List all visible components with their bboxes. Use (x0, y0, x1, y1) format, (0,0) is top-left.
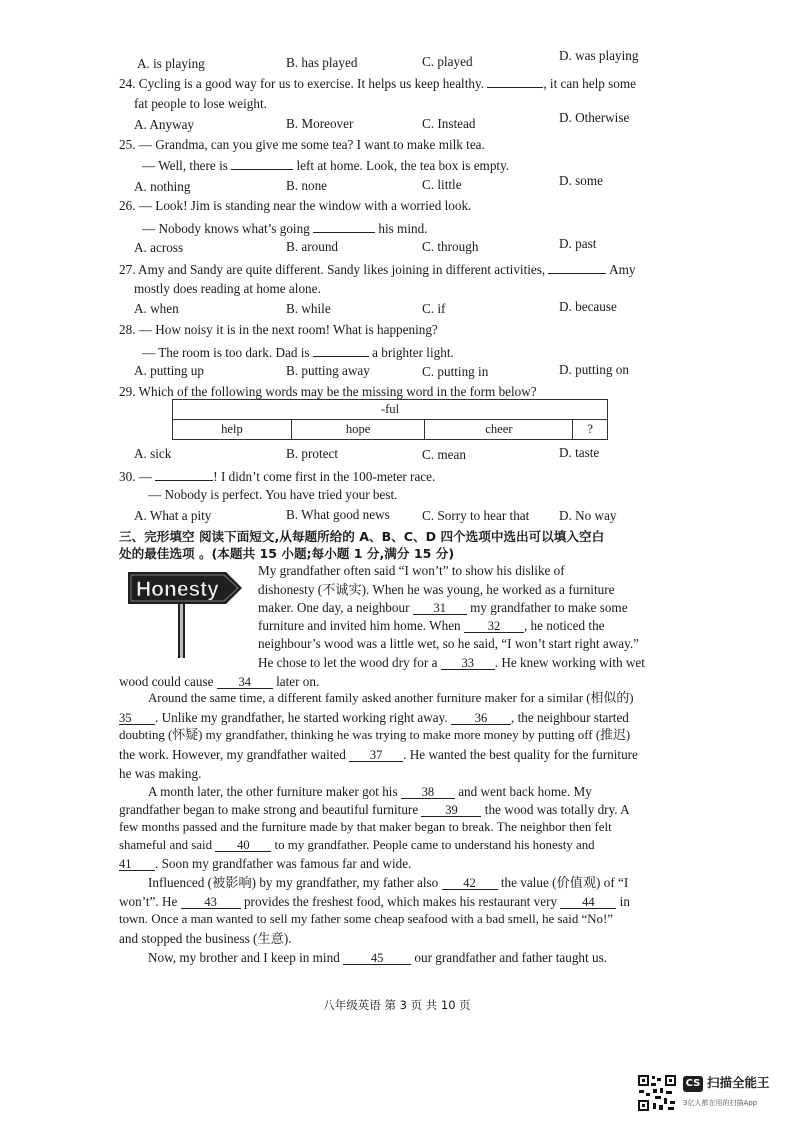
q30-option-a[interactable]: A. What a pity (134, 508, 212, 523)
q24-stem (119, 75, 636, 90)
p3-l1-a: A month later, the other furniture maker got his (148, 784, 398, 799)
q29-form-table (172, 399, 608, 440)
q25-reply-b: left at home. Look, the tea box is empty. (296, 158, 510, 173)
passage-p1-line1: My grandfather often said “I won’t” to show his dislike of (258, 563, 565, 578)
passage-p4-line4: and stopped the business (生意). (119, 931, 292, 946)
camscanner-tagline: 3亿人都在用的扫描App (683, 1099, 758, 1107)
q28-reply-a: — The room is too dark. Dad is (142, 345, 310, 360)
p3-l4-a: shameful and said (119, 838, 213, 852)
q26-reply-b: his mind. (378, 221, 428, 236)
q24-stem-line2: fat people to lose weight. (134, 96, 267, 111)
q26-option-b[interactable]: B. around (286, 239, 339, 254)
blank-41[interactable]: 41 (119, 858, 155, 871)
blank-36[interactable]: 36 (451, 712, 511, 725)
q27-option-c[interactable]: C. if (422, 301, 446, 316)
q25-option-d[interactable]: D. some (559, 173, 603, 188)
q27-text-end: Amy (609, 262, 636, 277)
q30-text-a: 30. — (119, 469, 152, 484)
q29-option-d[interactable]: D. taste (559, 445, 600, 460)
q26-reply-a: — Nobody knows what’s going (142, 221, 310, 236)
passage-p1-line2: dishonesty (不诚实). When he was young, he worked as a furniture (258, 582, 615, 597)
q29-option-c[interactable]: C. mean (422, 447, 466, 462)
q26-option-a[interactable]: A. across (134, 240, 184, 255)
passage-p2-line1: Around the same time, a different family asked another furniture maker for a similar (相似的) (148, 691, 634, 705)
q28-reply (142, 344, 454, 359)
q24-option-c[interactable]: C. Instead (422, 116, 476, 131)
blank-32[interactable]: 32 (464, 620, 524, 633)
p1-l4-b: , he noticed the (523, 618, 605, 633)
q25-option-b[interactable]: B. none (286, 178, 328, 193)
q29-cell-missing[interactable]: ? (573, 420, 608, 440)
q28-reply-b: a brighter light. (372, 345, 454, 360)
p1-l6-b: . He knew working with wet (494, 655, 645, 670)
q27-option-d[interactable]: D. because (559, 299, 617, 314)
q26-blank[interactable] (313, 220, 375, 233)
blank-40[interactable]: 40 (215, 839, 271, 852)
q26-reply (142, 220, 427, 235)
q27-option-a[interactable]: A. when (134, 301, 179, 316)
q24-text: 24. Cycling is a good way for us to exercise. It helps us keep healthy. (119, 76, 485, 91)
q27-stem (119, 261, 635, 276)
q29-cell-hope: hope (291, 420, 425, 440)
p1-l7-b: later on. (276, 674, 320, 689)
blank-43[interactable]: 43 (181, 896, 241, 909)
passage-p2-line3: doubting (怀疑) my grandfather, thinking he was trying to make more money by putting off (推迟) (119, 728, 631, 742)
blank-31[interactable]: 31 (413, 602, 467, 615)
q28-option-d[interactable]: D. putting on (559, 362, 629, 377)
q24-option-d[interactable]: D. Otherwise (559, 110, 630, 125)
q29-option-b[interactable]: B. protect (286, 446, 339, 461)
passage-p1-line5: neighbour’s wood was a little wet, so he said, “I won’t start right away.” (258, 636, 640, 651)
p3-l4-b: to my grandfather. People came to understand his honesty and (274, 838, 595, 852)
section-3-heading-line2: 处的最佳选项 。(本题共 15 小题;每小题 1 分,满分 15 分) (119, 546, 455, 561)
passage-p3-line5 (119, 857, 411, 871)
q29-cell-cheer: cheer (425, 420, 573, 440)
p4-l2-a: won’t”. He (119, 894, 178, 909)
q24-text-end: , it can help some (543, 76, 636, 91)
q27-blank[interactable] (548, 261, 606, 274)
p5-l1-a: Now, my brother and I keep in mind (148, 950, 340, 965)
q28-option-c[interactable]: C. putting in (422, 364, 489, 379)
q26-option-d[interactable]: D. past (559, 236, 597, 251)
qr-code-icon (637, 1074, 677, 1112)
q30-text-b: ! I didn’t come first in the 100-meter race. (213, 469, 436, 484)
passage-p1-line7 (119, 675, 319, 689)
blank-38[interactable]: 38 (401, 786, 455, 799)
p3-l2-a: grandfather began to make strong and beautiful furniture (119, 802, 419, 817)
q23-option-b[interactable]: B. has played (286, 55, 358, 70)
p4-l2-c: in (619, 894, 630, 909)
blank-44[interactable]: 44 (560, 896, 616, 909)
p3-l1-b: and went back home. My (458, 784, 592, 799)
q29-stem: 29. Which of the following words may be the missing word in the form below? (119, 384, 537, 399)
page-footer: 八年级英语 第 3 页 共 10 页 (323, 998, 471, 1012)
camscanner-name: 扫描全能王 (707, 1075, 770, 1090)
passage-p2-line2 (119, 711, 629, 725)
q23-option-c[interactable]: C. played (422, 54, 473, 69)
q23-option-a[interactable]: A. is playing (137, 56, 205, 71)
blank-33[interactable]: 33 (441, 657, 495, 670)
blank-35[interactable]: 35 (119, 712, 155, 725)
honesty-sign-picture (126, 568, 244, 658)
p3-l2-b: the wood was totally dry. A (484, 802, 630, 817)
passage-p2-line4 (119, 748, 638, 762)
passage-p4-line3: town. Once a man wanted to sell my father some cheap seafood with a bad smell, he said “No!” (119, 912, 613, 926)
passage-p4-line1 (148, 876, 628, 890)
p1-l3-b: my grandfather to make some (470, 600, 628, 615)
camscanner-logo-icon: CS (683, 1076, 703, 1092)
q28-option-b[interactable]: B. putting away (286, 363, 370, 378)
q30-option-d[interactable]: D. No way (559, 508, 617, 523)
q25-option-a[interactable]: A. nothing (134, 179, 191, 194)
q29-table-header: -ful (173, 400, 608, 420)
q28-option-a[interactable]: A. putting up (134, 363, 204, 378)
q25-reply-a: — Well, there is (142, 158, 228, 173)
passage-p5-line1 (148, 951, 607, 965)
q29-cell-help: help (173, 420, 292, 440)
q24-option-a[interactable]: A. Anyway (134, 117, 195, 132)
q27-option-b[interactable]: B. while (286, 301, 331, 316)
q29-option-a[interactable]: A. sick (134, 446, 172, 461)
q26-option-c[interactable]: C. through (422, 239, 479, 254)
p1-l4-a: furniture and invited him home. When (258, 618, 461, 633)
q25-stem: 25. — Grandma, can you give me some tea? I want to make milk tea. (119, 137, 485, 152)
q24-blank[interactable] (487, 75, 543, 88)
p1-l7-a: wood could cause (119, 674, 214, 689)
q25-option-c[interactable]: C. little (422, 177, 462, 192)
q24-option-b[interactable]: B. Moreover (286, 116, 354, 131)
p1-l6-a: He chose to let the wood dry for a (258, 655, 438, 670)
passage-p1-line6 (258, 656, 645, 670)
q30-option-b[interactable]: B. What good news (286, 507, 390, 522)
p2-l2-a: . Unlike my grandfather, he started working right away. (155, 710, 448, 725)
blank-37[interactable]: 37 (349, 749, 403, 762)
q30-reply: — Nobody is perfect. You have tried your best. (148, 487, 398, 502)
p2-l4-a: the work. However, my grandfather waited (119, 747, 346, 762)
q27-text: 27. Amy and Sandy are quite different. Sandy likes joining in different activities, (119, 262, 546, 277)
p4-l2-b: provides the freshest food, which makes his restaurant very (243, 894, 558, 909)
q26-stem: 26. — Look! Jim is standing near the window with a worried look. (119, 198, 472, 213)
p1-l3-a: maker. One day, a neighbour (258, 600, 410, 615)
p5-l1-b: our grandfather and father taught us. (414, 950, 608, 965)
p2-l4-b: . He wanted the best quality for the furniture (403, 747, 638, 762)
blank-45[interactable]: 45 (343, 952, 411, 965)
p2-l2-b: , the neighbour started (510, 710, 629, 725)
sign-text: Honesty (136, 578, 219, 601)
p4-l1-a: Influenced (被影响) by my grandfather, my father also (148, 875, 439, 890)
q30-blank[interactable] (155, 468, 213, 481)
p3-l5: . Soon my grandfather was famous far and wide. (155, 856, 412, 871)
blank-34[interactable]: 34 (217, 676, 273, 689)
section-3-heading: 三、完形填空 阅读下面短文,从每题所给的 A、B、C、D 四个选项中选出可以填入空白 (119, 529, 605, 544)
q23-option-d[interactable]: D. was playing (559, 48, 639, 63)
passage-p4-line2 (119, 895, 630, 909)
q28-stem: 28. — How noisy it is in the next room! What is happening? (119, 322, 438, 337)
passage-p1-line3 (258, 601, 628, 615)
passage-p1-line4 (258, 619, 605, 633)
passage-p3-line4 (119, 839, 595, 852)
p4-l1-b: the value (价值观) of “I (500, 875, 629, 890)
q30-option-c[interactable]: C. Sorry to hear that (422, 508, 530, 523)
q25-reply (142, 157, 509, 172)
blank-42[interactable]: 42 (442, 877, 498, 890)
q30-stem (119, 468, 435, 483)
passage-p3-line2 (119, 803, 630, 817)
q27-stem-line2: mostly does reading at home alone. (134, 281, 321, 296)
passage-p3-line1 (148, 785, 592, 799)
q25-blank[interactable] (231, 157, 293, 170)
passage-p3-line3: few months passed and the furniture made by that maker began to break. The neighbor then felt (119, 820, 612, 834)
passage-p2-line5: he was making. (119, 766, 202, 781)
blank-39[interactable]: 39 (421, 804, 481, 817)
q28-blank[interactable] (313, 344, 369, 357)
sign-post-highlight (180, 598, 183, 658)
